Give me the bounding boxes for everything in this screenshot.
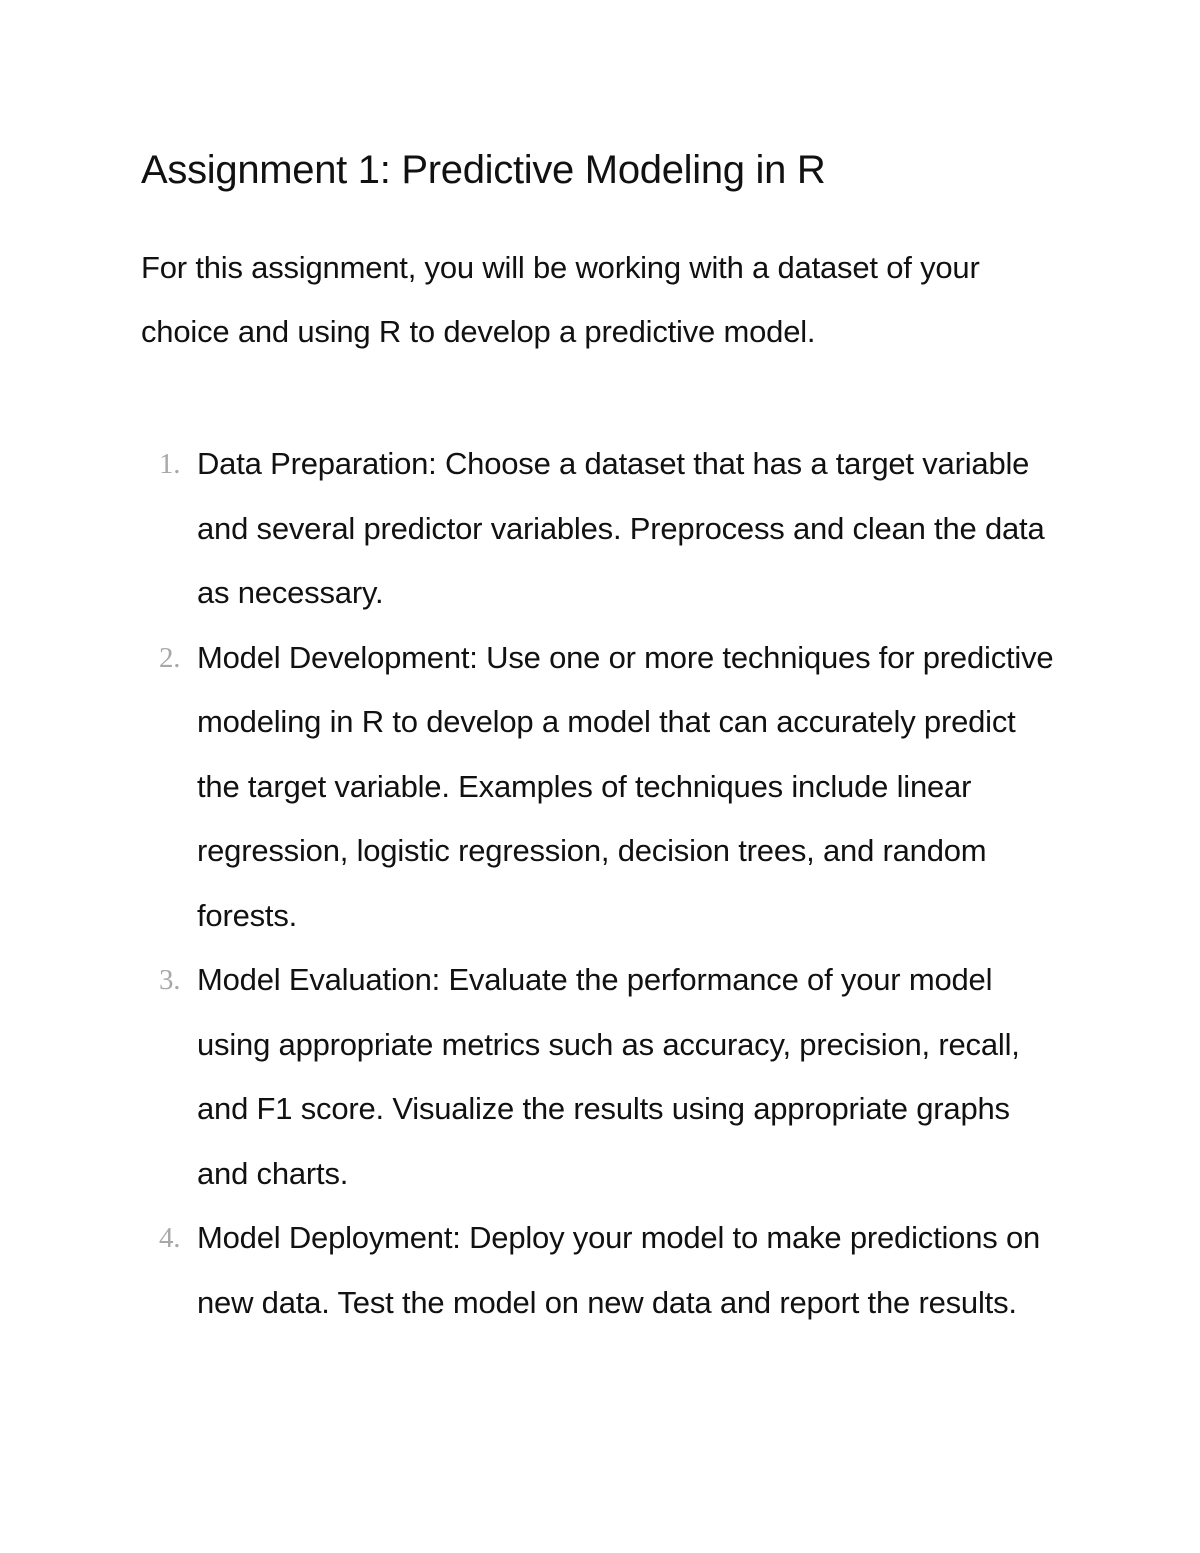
list-item-data-preparation	[141, 432, 1061, 626]
list-item-text: Model Development: Use one or more techniques for predictive modeling in R to develop a model that can accurately predict the target variable. Examples of techniques include linear regression, logistic regression, decision trees, and random forests.	[197, 639, 1054, 933]
list-item-number: 1.	[159, 448, 181, 480]
list-item-model-deployment	[141, 1206, 1061, 1335]
document-page	[141, 140, 1061, 1335]
list-item-text: Model Evaluation: Evaluate the performance of your model using appropriate metrics such as accuracy, precision, recall, and F1 score. Visualize the results using appropriate graphs and charts.	[197, 962, 1020, 1191]
list-item-number: 4.	[159, 1222, 181, 1254]
list-item-number: 3.	[159, 964, 181, 996]
list-item-number: 2.	[159, 641, 181, 674]
steps-list	[141, 432, 1061, 1335]
intro-paragraph: For this assignment, you will be working with a dataset of your choice and using R to develop a predictive model.	[141, 250, 980, 349]
list-item-model-development	[141, 626, 1061, 949]
list-item-text: Model Deployment: Deploy your model to make predictions on new data. Test the model on new data and report the results.	[197, 1220, 1041, 1320]
document-title: Assignment 1: Predictive Modeling in R	[141, 148, 826, 192]
list-item-text: Data Preparation: Choose a dataset that has a target variable and several predictor variables. Preprocess and clean the data as necessary.	[197, 446, 1045, 610]
list-item-model-evaluation	[141, 948, 1061, 1206]
